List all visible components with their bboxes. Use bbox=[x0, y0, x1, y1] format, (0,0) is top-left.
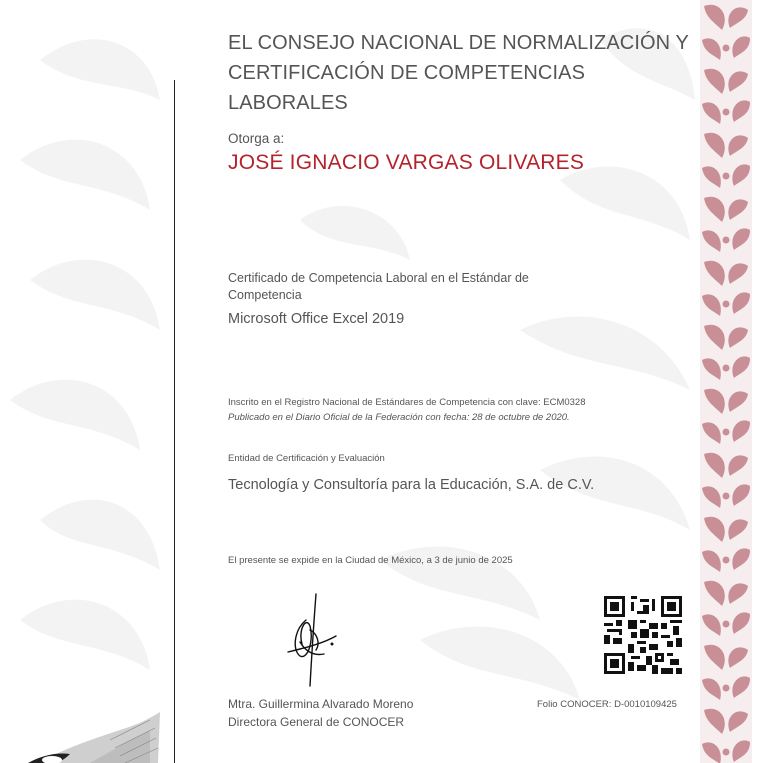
certificate-type-label: Certificado de Competencia Laboral en el Estándar de Competencia bbox=[228, 271, 529, 302]
grant-label: Otorga a: bbox=[228, 131, 285, 146]
signatory-title: Directora General de CONOCER bbox=[228, 715, 405, 729]
standard-name: Microsoft Office Excel 2019 bbox=[228, 311, 405, 327]
recipient-name: JOSÉ IGNACIO VARGAS OLIVARES bbox=[228, 151, 585, 174]
left-vertical-rule bbox=[174, 80, 175, 763]
issuer-heading bbox=[228, 28, 698, 118]
qr-code bbox=[604, 596, 682, 674]
entity-name: Tecnología y Consultoría para la Educación, S.A. de C.V. bbox=[228, 477, 595, 493]
entity-label: Entidad de Certificación y Evaluación bbox=[228, 453, 385, 464]
folio-number: Folio CONOCER: D-0010109425 bbox=[537, 699, 677, 710]
signature-image bbox=[280, 590, 350, 690]
registry-text: Inscrito en el Registro Nacional de Estándares de Competencia con clave: ECM0328 bbox=[228, 397, 586, 408]
issue-statement: El presente se expide en la Ciudad de México, a 3 de junio de 2025 bbox=[228, 555, 513, 566]
signatory-name: Mtra. Guillermina Alvarado Moreno bbox=[228, 697, 414, 711]
issuer-line-1: EL CONSEJO NACIONAL DE NORMALIZACIÓN Y bbox=[228, 32, 689, 54]
flag-illustration bbox=[0, 700, 170, 763]
issuer-line-2: CERTIFICACIÓN DE COMPETENCIAS LABORALES bbox=[228, 62, 586, 114]
decorative-border-strip bbox=[700, 0, 752, 763]
publication-text: Publicado en el Diario Oficial de la Federación con fecha: 28 de octubre de 2020. bbox=[228, 412, 570, 423]
